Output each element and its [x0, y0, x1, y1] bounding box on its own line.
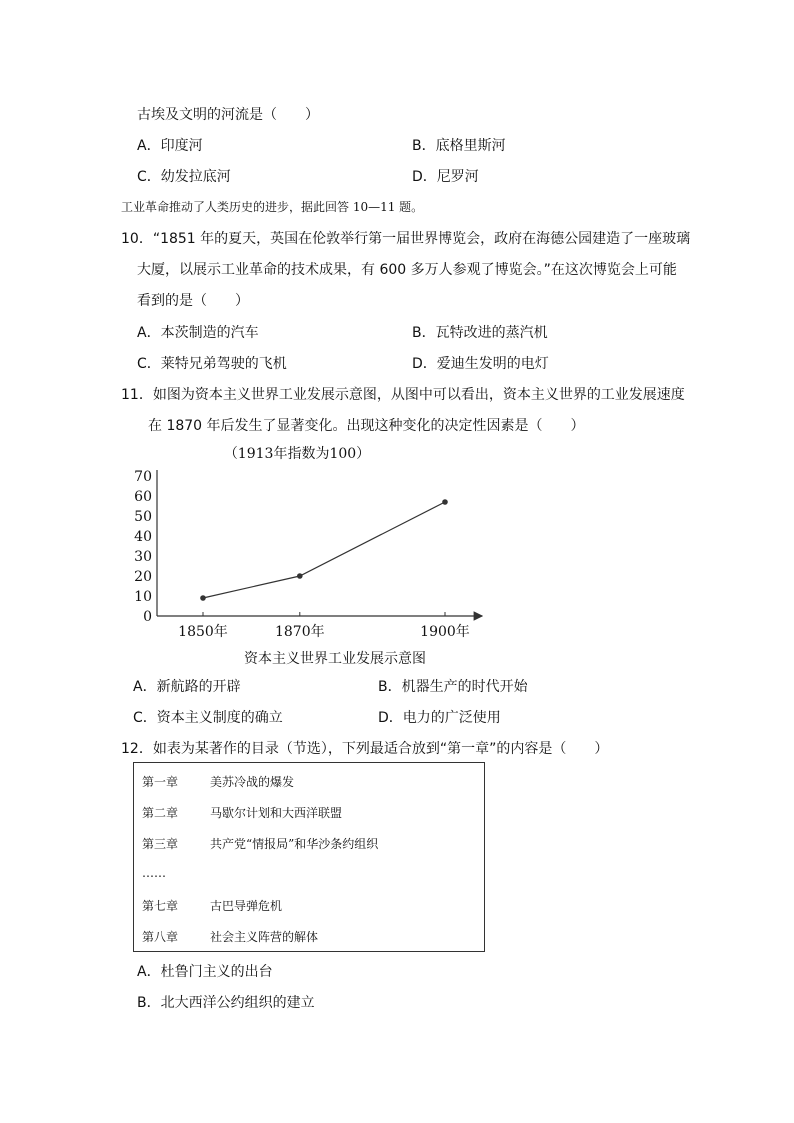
toc-row	[142, 928, 318, 945]
q9-option-c: C．幼发拉底河	[137, 169, 231, 185]
toc-chapter: 第三章	[142, 837, 179, 851]
y-tick-label: 10	[134, 589, 152, 605]
y-tick-label: 70	[134, 469, 152, 485]
toc-chapter: 第一章	[142, 775, 179, 789]
toc-row	[142, 897, 282, 914]
q9-stem-end: 古埃及文明的河流是（ ）	[137, 107, 319, 123]
toc-title: 马歇尔计划和大西洋联盟	[210, 806, 343, 820]
toc-title: 社会主义阵营的解体	[210, 930, 319, 944]
x-tick-label: 1870年	[274, 624, 325, 640]
chart-title: （1913年指数为100）	[223, 446, 371, 462]
q10-option-a: A．本茨制造的汽车	[137, 325, 259, 341]
data-point	[297, 573, 303, 579]
q9-option-d: D．尼罗河	[412, 169, 479, 185]
toc-title: 共产党“情报局”和华沙条约组织	[210, 837, 379, 851]
data-point	[200, 595, 206, 601]
q11-stem-line-2: 在 1870 年后发生了显著变化。出现这种变化的决定性因素是（ ）	[148, 418, 585, 434]
q11-option-c: C．资本主义制度的确立	[133, 710, 283, 726]
q9-option-a: A．印度河	[137, 138, 203, 154]
q12-option-a: A．杜鲁门主义的出台	[137, 964, 273, 980]
toc-chapter: 第七章	[142, 899, 179, 913]
toc-title: 美苏冷战的爆发	[210, 775, 295, 789]
q10-stem-line-1: 10．“1851 年的夏天，英国在伦敦举行第一届世界博览会，政府在海德公园建造了一座玻璃	[121, 231, 691, 247]
y-tick-label: 0	[143, 609, 152, 625]
y-tick-label: 20	[134, 569, 152, 585]
toc-chapter: 第二章	[142, 806, 179, 820]
q10-option-b: B．瓦特改进的蒸汽机	[412, 325, 548, 341]
x-tick-label: 1900年	[420, 624, 470, 640]
q11-stem-line-1: 11．如图为资本主义世界工业发展示意图，从图中可以看出，资本主义世界的工业发展速度	[121, 387, 685, 403]
toc-row	[142, 835, 378, 852]
q11-option-d: D．电力的广泛使用	[378, 710, 501, 726]
toc-row	[142, 773, 294, 790]
y-tick-label: 40	[134, 529, 152, 545]
toc-row	[142, 804, 342, 821]
q9-option-b: B．底格里斯河	[412, 138, 506, 154]
q12-stem: 12．如表为某著作的目录（节选），下列最适合放到“第一章”的内容是（ ）	[121, 741, 609, 757]
industrial-development-chart	[120, 440, 500, 670]
q11-option-b: B．机器生产的时代开始	[378, 679, 528, 695]
toc-title: 古巴导弹危机	[210, 899, 283, 913]
y-tick-label: 60	[134, 489, 152, 505]
series-line	[203, 502, 445, 598]
toc-row	[142, 866, 210, 880]
q10-option-d: D．爱迪生发明的电灯	[412, 356, 549, 372]
section-intro: 工业革命推动了人类历史的进步，据此回答 10—11 题。	[121, 200, 424, 214]
toc-chapter: 第八章	[142, 930, 179, 944]
y-tick-label: 30	[134, 549, 152, 565]
table-of-contents	[133, 762, 485, 952]
y-tick-label: 50	[134, 509, 152, 525]
x-tick-label: 1850年	[178, 624, 228, 640]
data-point	[442, 499, 448, 505]
q10-stem-line-2: 大厦，以展示工业革命的技术成果，有 600 多万人参观了博览会。”在这次博览会上可能	[137, 262, 677, 278]
q11-option-a: A．新航路的开辟	[133, 679, 241, 695]
q12-option-b: B．北大西洋公约组织的建立	[137, 995, 315, 1011]
q10-option-c: C．莱特兄弟驾驶的飞机	[137, 356, 287, 372]
chart-caption: 资本主义世界工业发展示意图	[244, 651, 426, 667]
q10-stem-line-3: 看到的是（ ）	[137, 293, 249, 309]
toc-chapter: ……	[142, 866, 166, 880]
